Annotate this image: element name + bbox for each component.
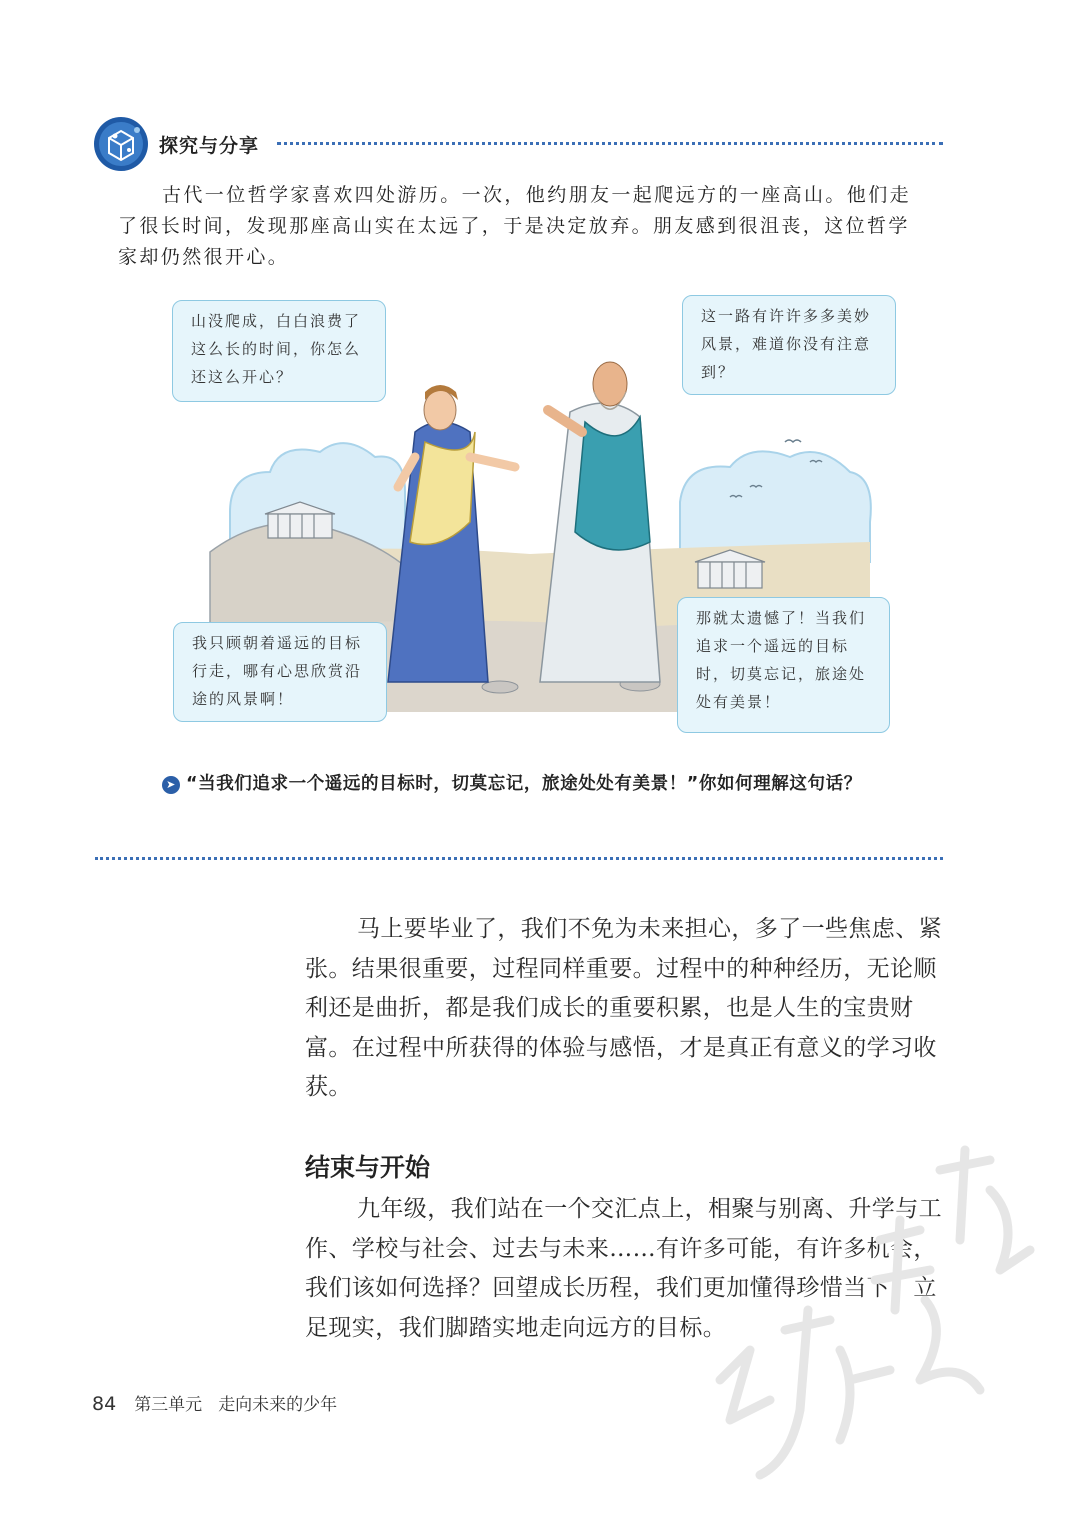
speech-bubble-philosopher-1 <box>682 295 896 395</box>
subheading: 结束与开始 <box>305 1153 431 1182</box>
bubble-text: 山没爬成，白白浪费了这么长的时间，你怎么还这么开心？ <box>191 312 362 386</box>
cube-badge-icon <box>93 116 149 172</box>
page-number: 84 <box>92 1393 117 1415</box>
body-paragraph: 马上要毕业了，我们不免为未来担心，多了一些焦虑、紧张。结果很重要，过程同样重要。过程中的种种经历，无论顺利还是曲折，都是我们成长的重要积累，也是人生的宝贵财富。在过程中所获得的体验与感悟，才是真正有意义的学习收获。 <box>305 916 942 1100</box>
section-title: 探究与分享 <box>159 135 260 157</box>
bubble-text: 我只顾朝着遥远的目标行走，哪有心思欣赏沿途的风景啊！ <box>192 634 363 708</box>
section-header <box>93 116 943 172</box>
watermark-logo <box>690 1130 1050 1500</box>
arrow-bullet-icon: ➤ <box>162 776 180 794</box>
story-paragraph: 古代一位哲学家喜欢四处游历。一次，他约朋友一起爬远方的一座高山。他们走了很长时间，发现那座高山实在太远了，于是决定放弃。朋友感到很沮丧，这位哲学家却仍然很开心。 <box>118 184 912 268</box>
section-divider <box>95 857 943 860</box>
speech-bubble-friend-1 <box>172 300 386 402</box>
page-footer <box>92 1390 337 1415</box>
bubble-text: 那就太遗憾了！当我们追求一个遥远的目标时，切莫忘记，旅途处处有美景！ <box>696 609 867 711</box>
unit-label: 第三单元 <box>134 1395 203 1415</box>
speech-bubble-philosopher-2 <box>677 597 890 733</box>
question-text: “当我们追求一个遥远的目标时，切莫忘记，旅途处处有美景！”你如何理解这句话？ <box>186 774 862 794</box>
unit-title: 走向未来的少年 <box>218 1395 338 1415</box>
discussion-question <box>118 768 928 800</box>
header-dotted-rule <box>277 142 943 145</box>
bubble-text: 这一路有许许多多美妙风景，难道你没有注意到？ <box>701 307 872 381</box>
speech-bubble-friend-2 <box>173 622 387 722</box>
body-paragraph: 九年级，我们站在一个交汇点上，相聚与别离、升学与工作、学校与社会、过去与未来……有许多可能，有许多机会，我们该如何选择？回望成长历程，我们更加懂得珍惜当下；立足现实，我们脚踏实地走向远方的目标。 <box>305 1196 942 1341</box>
